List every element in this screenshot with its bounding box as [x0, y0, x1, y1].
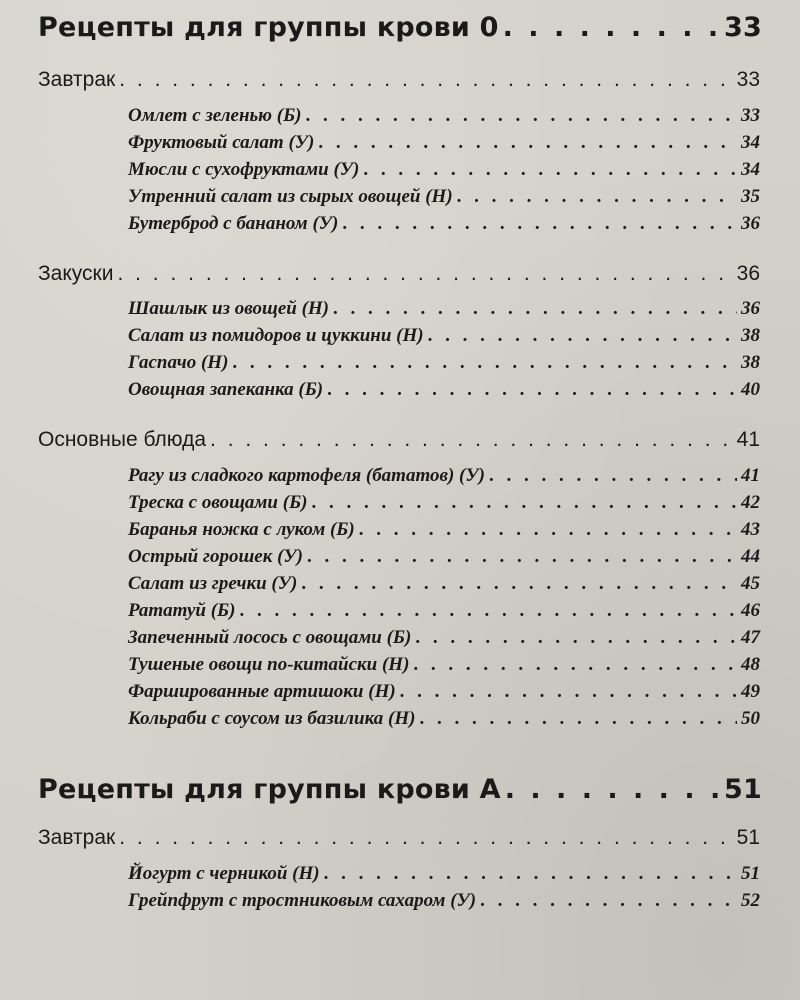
item-page-number: 46: [741, 600, 760, 621]
item-page-number: 47: [741, 627, 760, 648]
dot-leader: [413, 654, 737, 676]
section-title: Основные блюда: [38, 428, 207, 451]
item-title: Острый горошек (У): [128, 546, 303, 567]
toc-item[interactable]: [128, 213, 760, 235]
section-page-number: 36: [736, 262, 760, 285]
item-page-number: 41: [741, 465, 760, 486]
chapter-page-number: 51: [724, 774, 762, 805]
section-page-number: 33: [736, 68, 760, 91]
toc-item[interactable]: [128, 627, 760, 649]
toc-item[interactable]: [128, 298, 760, 320]
item-title: Бутерброд с бананом (У): [128, 213, 339, 234]
item-title: Салат из помидоров и цуккини (Н): [128, 325, 424, 346]
item-title: Рататуй (Б): [128, 600, 236, 621]
item-page-number: 50: [741, 708, 760, 729]
section-title: Завтрак: [38, 68, 116, 91]
dot-leader: [333, 298, 737, 320]
toc-item[interactable]: [128, 573, 760, 595]
item-title: Мюсли с сухофруктами (У): [128, 159, 360, 180]
dot-leader: [119, 68, 732, 92]
item-title: Йогурт с черникой (Н): [128, 863, 320, 884]
item-page-number: 34: [741, 132, 760, 153]
item-title: Фруктовый салат (У): [128, 132, 315, 153]
section-title: Завтрак: [38, 826, 116, 849]
item-page-number: 38: [741, 325, 760, 346]
toc-section-breakfast[interactable]: [38, 826, 760, 850]
toc-item[interactable]: [128, 352, 760, 374]
item-page-number: 44: [741, 546, 760, 567]
chapter-page-number: 33: [724, 12, 762, 43]
toc-item[interactable]: [128, 654, 760, 676]
item-title: Шашлык из овощей (Н): [128, 298, 330, 319]
item-page-number: 52: [741, 890, 760, 911]
item-page-number: 45: [741, 573, 760, 594]
item-page-number: 34: [741, 159, 760, 180]
dot-leader: [311, 492, 737, 514]
item-title: Салат из гречки (У): [128, 573, 298, 594]
dot-leader: [342, 213, 737, 235]
toc-section-breakfast[interactable]: [38, 68, 760, 92]
dot-leader: [359, 519, 737, 541]
item-page-number: 48: [741, 654, 760, 675]
item-title: Кольраби с соусом из базилика (Н): [128, 708, 416, 729]
item-page-number: 38: [741, 352, 760, 373]
item-page-number: 43: [741, 519, 760, 540]
dot-leader: [210, 428, 733, 452]
item-page-number: 51: [741, 863, 760, 884]
toc-section-snacks[interactable]: [38, 262, 760, 286]
item-page-number: 49: [741, 681, 760, 702]
item-title: Грейпфрут с тростниковым сахаром (У): [128, 890, 477, 911]
dot-leader: [428, 325, 737, 347]
toc-chapter-blood-group-a[interactable]: [38, 774, 762, 805]
toc-section-main-dishes[interactable]: [38, 428, 760, 452]
item-title: Тушеные овощи по-китайски (Н): [128, 654, 410, 675]
dot-leader: [232, 352, 737, 374]
dot-leader: [363, 159, 737, 181]
toc-item[interactable]: [128, 465, 760, 487]
item-title: Гаспачо (Н): [128, 352, 229, 373]
toc-item[interactable]: [128, 492, 760, 514]
dot-leader: [239, 600, 737, 622]
section-page-number: 41: [736, 428, 760, 451]
dot-leader: [400, 681, 737, 703]
chapter-title: Рецепты для группы крови 0: [38, 12, 499, 43]
item-page-number: 40: [741, 379, 760, 400]
item-title: Утренний салат из сырых овощей (Н): [128, 186, 453, 207]
toc-item[interactable]: [128, 681, 760, 703]
dot-leader: [307, 546, 737, 568]
item-title: Омлет с зеленью (Б): [128, 105, 302, 126]
toc-item[interactable]: [128, 105, 760, 127]
item-title: Фаршированные артишоки (Н): [128, 681, 396, 702]
toc-item[interactable]: [128, 186, 760, 208]
dot-leader: [489, 465, 737, 487]
toc-item[interactable]: [128, 519, 760, 541]
chapter-title: Рецепты для группы крови А: [38, 774, 501, 805]
item-title: Овощная запеканка (Б): [128, 379, 324, 400]
dot-leader: [301, 573, 737, 595]
dot-leader: [457, 186, 737, 208]
item-page-number: 36: [741, 298, 760, 319]
dot-leader: [119, 826, 732, 850]
toc-item[interactable]: [128, 546, 760, 568]
dot-leader: [306, 105, 737, 127]
item-title: Треска с овощами (Б): [128, 492, 308, 513]
dot-leader: [505, 774, 720, 805]
toc-item[interactable]: [128, 863, 760, 885]
section-title: Закуски: [38, 262, 114, 285]
toc-item[interactable]: [128, 325, 760, 347]
toc-chapter-blood-group-0[interactable]: [38, 12, 762, 43]
toc-item[interactable]: [128, 379, 760, 401]
item-page-number: 33: [741, 105, 760, 126]
item-page-number: 35: [741, 186, 760, 207]
dot-leader: [419, 708, 737, 730]
dot-leader: [117, 262, 732, 286]
item-title: Запеченный лосось с овощами (Б): [128, 627, 412, 648]
dot-leader: [327, 379, 737, 401]
dot-leader: [503, 12, 720, 43]
toc-item[interactable]: [128, 890, 760, 912]
item-title: Баранья ножка с луком (Б): [128, 519, 355, 540]
toc-item[interactable]: [128, 708, 760, 730]
item-page-number: 36: [741, 213, 760, 234]
dot-leader: [480, 890, 737, 912]
toc-item[interactable]: [128, 600, 760, 622]
toc-item[interactable]: [128, 159, 760, 181]
dot-leader: [324, 863, 737, 885]
section-page-number: 51: [736, 826, 760, 849]
dot-leader: [415, 627, 737, 649]
toc-item[interactable]: [128, 132, 760, 154]
item-title: Рагу из сладкого картофеля (бататов) (У): [128, 465, 485, 486]
dot-leader: [318, 132, 737, 154]
item-page-number: 42: [741, 492, 760, 513]
